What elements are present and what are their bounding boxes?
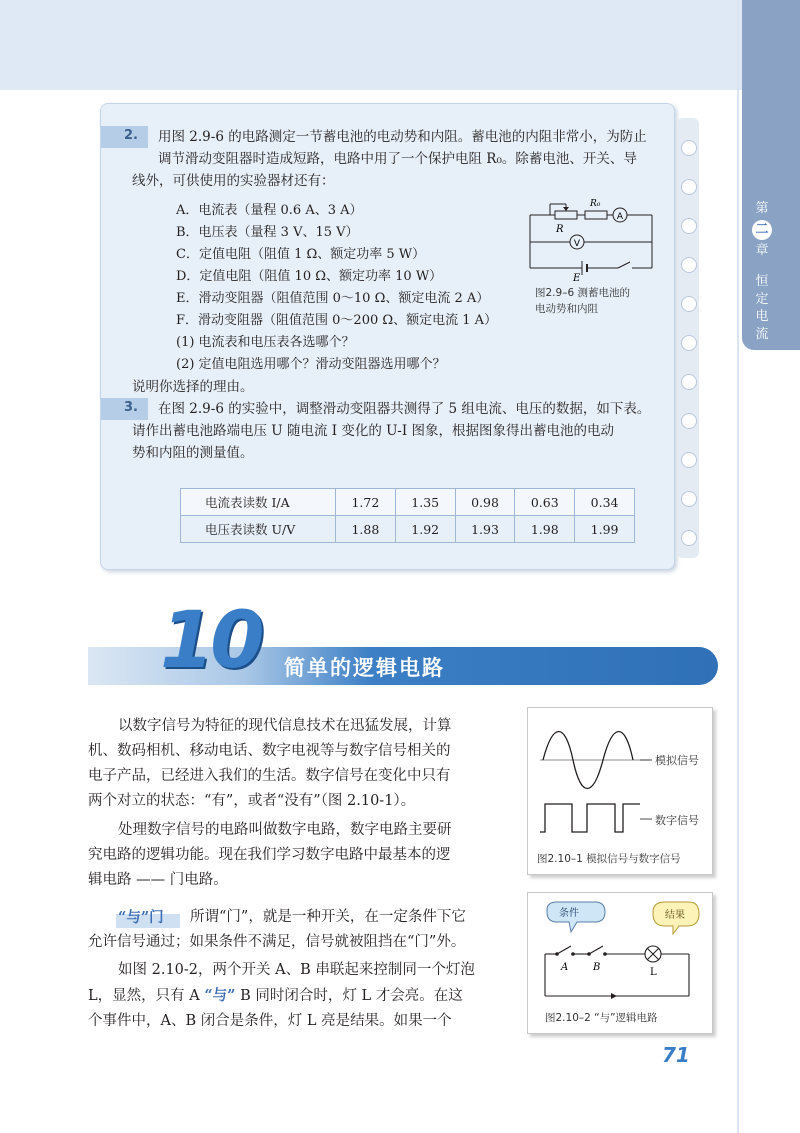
table-cell: 1.35 <box>395 489 455 516</box>
binder-ring <box>681 374 697 390</box>
chapter-label <box>746 200 778 343</box>
table-cell: 1.98 <box>515 516 575 543</box>
binder-ring <box>681 530 697 546</box>
question-2-stem <box>158 126 678 170</box>
question-line: 请作出蓄电池路端电压 U 随电流 I 变化的 U-I 图象，根据图象得出蓄电池的电动 <box>132 423 614 439</box>
table-cell: 1.99 <box>575 516 635 543</box>
paragraph-2 <box>88 818 518 893</box>
binder-ring <box>681 296 697 312</box>
chapter-title-char: 流 <box>755 326 769 342</box>
question-number: 2. <box>124 128 138 143</box>
chapter-number: 二 <box>752 220 772 240</box>
text-line: 辑电路 —— 门电路。 <box>88 872 228 888</box>
subquestion: (1) 电流表和电压表各选哪个？ <box>176 335 355 350</box>
question-line: 在图 2.9-6 的实验中，调整滑动变阻器共测得了 5 组电流、电压的数据，如下表。 <box>158 401 651 417</box>
analog-signal-label: 模拟信号 <box>655 754 699 767</box>
table-row-header: 电压表读数 U/V <box>181 516 336 543</box>
text-fragment: B 同时闭合时，灯 L 才会亮。在这 <box>235 988 463 1004</box>
table-cell: 0.63 <box>515 489 575 516</box>
condition-label: 条件 <box>559 908 579 919</box>
and-gate-subheading: “与”门 <box>118 909 164 926</box>
chapter-title-char: 恒 <box>755 274 769 290</box>
table-cell: 1.92 <box>395 516 455 543</box>
option-item: C．定值电阻（阻值 1 Ω、额定功率 5 W） <box>176 247 426 262</box>
option-item: E．滑动变阻器（阻值范围 0～10 Ω、额定电流 2 A） <box>176 291 490 306</box>
switch-a-label: A <box>561 962 569 973</box>
page-number: 71 <box>662 1043 690 1067</box>
text-line: 两个对立的状态：“有”，或者“没有”（图 2.10-1）。 <box>88 793 416 809</box>
chapter-prefix: 第 <box>755 201 769 216</box>
and-logic-circuit <box>533 900 705 1010</box>
binder-ring <box>681 257 697 273</box>
caption-line: 电动势和内阻 <box>535 303 598 315</box>
binder-ring <box>681 140 697 156</box>
margin-line <box>737 0 739 1133</box>
voltmeter-label: V <box>573 239 581 249</box>
binder-ring <box>681 218 697 234</box>
text-line: 处理数字信号的电路叫做数字电路，数字电路主要研 <box>118 822 452 838</box>
circuit-diagram-2-9-6 <box>520 190 670 285</box>
question-line: 用图 2.9-6 的电路测定一节蓄电池的电动势和内阻。蓄电池的内阻非常小，为防止 <box>158 129 647 145</box>
option-item: B．电压表（量程 3 V、15 V） <box>176 225 359 240</box>
text-line: 如图 2.10-2，两个开关 A、B 串联起来控制同一个灯泡 <box>118 962 475 978</box>
text-line: 个事件中，A、B 闭合是条件，灯 L 亮是结果。如果一个 <box>88 1013 452 1029</box>
option-item: A．电流表（量程 0.6 A、3 A） <box>176 203 363 218</box>
emf-label: E <box>573 273 581 284</box>
question-line: 势和内阻的测量值。 <box>132 445 254 461</box>
option-item: F．滑动变阻器（阻值范围 0～200 Ω、额定电流 1 A） <box>176 313 498 328</box>
chapter-title-char: 电 <box>755 309 769 325</box>
text-fragment: L，显然，只有 A <box>88 988 205 1004</box>
digital-signal-label: 数字信号 <box>655 814 699 827</box>
figure-caption-2-10-2: 图2.10–2 “与”逻辑电路 <box>545 1012 658 1024</box>
caption-line: 图2.9–6 测蓄电池的 <box>535 287 630 299</box>
option-list <box>176 200 536 376</box>
text-line: 机、数码相机、移动电话、数字电视等与数字信号相关的 <box>88 743 451 759</box>
question-number: 3. <box>124 400 138 415</box>
ammeter-label: A <box>616 212 624 222</box>
and-keyword: “与” <box>204 987 236 1004</box>
subquestion: (2) 定值电阻选用哪个？滑动变阻器选用哪个？ <box>176 357 446 372</box>
paragraph-4 <box>88 958 528 1034</box>
table-cell: 1.88 <box>336 516 396 543</box>
table-row <box>181 489 635 516</box>
question-3-stem-cont <box>132 420 672 464</box>
section-number: 10 <box>160 596 261 686</box>
table-row-header: 电流表读数 I/A <box>181 489 336 516</box>
binder-ring <box>681 179 697 195</box>
header-band <box>0 0 742 90</box>
table-cell: 1.72 <box>336 489 396 516</box>
table-cell: 0.34 <box>575 489 635 516</box>
data-table <box>180 488 635 543</box>
paragraph-1 <box>88 714 518 814</box>
question-3-stem <box>158 398 678 420</box>
table-cell: 1.93 <box>455 516 515 543</box>
r-label: R <box>556 224 564 235</box>
section-title: 简单的逻辑电路 <box>284 656 445 680</box>
text-line: 允许信号通过；如果条件不满足，信号就被阻挡在“门”外。 <box>88 934 466 950</box>
question-line: 调节滑动变阻器时造成短路，电路中用了一个保护电阻 R₀。除蓄电池、开关、导 <box>158 151 637 167</box>
option-item: D．定值电阻（阻值 10 Ω、额定功率 10 W） <box>176 269 443 284</box>
switch-b-label: B <box>593 962 601 973</box>
text-line: 以数字信号为特征的现代信息技术在迅猛发展，计算 <box>118 718 452 734</box>
binder-ring <box>681 335 697 351</box>
text-line: 电子产品，已经进入我们的生活。数字信号在变化中只有 <box>88 768 451 784</box>
lamp-label: L <box>650 967 657 978</box>
text-line: 究电路的逻辑功能。现在我们学习数字电路中最基本的逻 <box>88 847 451 863</box>
binder-ring <box>681 413 697 429</box>
paragraph-3-first: 所谓“门”，就是一种开关，在一定条件下它 <box>190 909 466 925</box>
figure-caption-2-9-6 <box>535 285 675 317</box>
table-row <box>181 516 635 543</box>
question-line: 线外，可供使用的实验器材还有： <box>132 173 335 189</box>
paragraph-3 <box>88 930 528 955</box>
chapter-suffix: 章 <box>755 242 769 258</box>
result-label: 结果 <box>665 910 685 921</box>
chapter-title-char: 定 <box>755 291 769 307</box>
binder-ring <box>681 491 697 507</box>
table-cell: 0.98 <box>455 489 515 516</box>
binder-ring <box>681 452 697 468</box>
question-closing: 说明你选择的理由。 <box>132 379 254 395</box>
r0-label: R₀ <box>590 199 601 209</box>
figure-caption-2-10-1: 图2.10–1 模拟信号与数字信号 <box>537 853 681 865</box>
text-line <box>88 983 528 1009</box>
